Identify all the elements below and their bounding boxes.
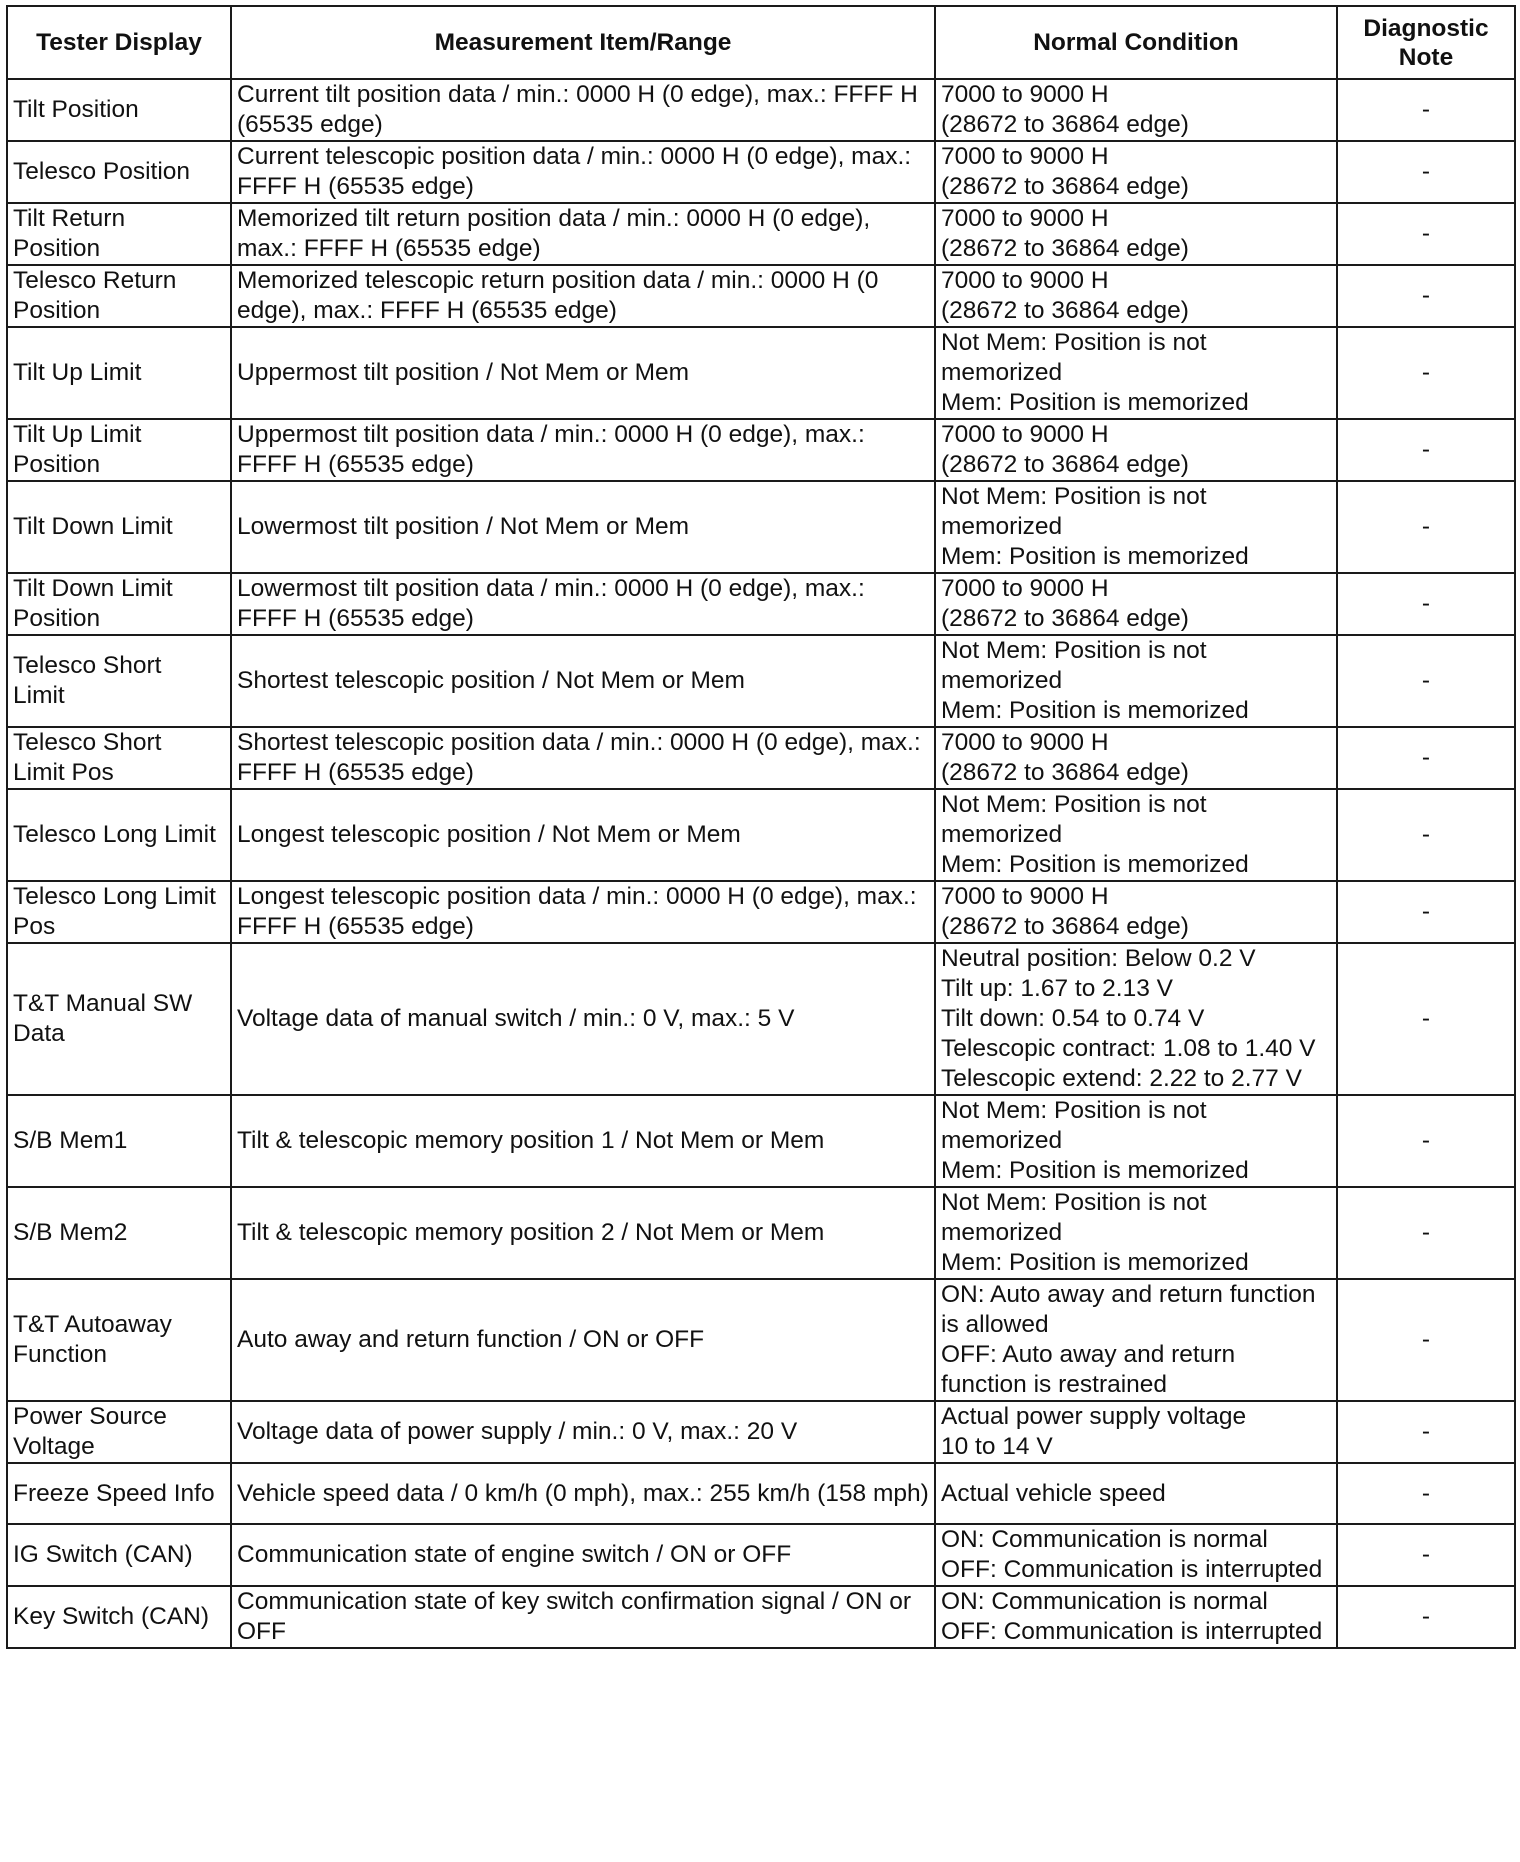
tester-display-cell: Telesco Short Limit Pos xyxy=(7,727,231,789)
table-row xyxy=(7,265,1515,327)
normal-condition-cell: ON: Communication is normal OFF: Communication is interrupted xyxy=(935,1586,1337,1648)
measurement-item-cell: Memorized telescopic return position data / min.: 0000 H (0 edge), max.: FFFF H (65535 edge) xyxy=(231,265,935,327)
normal-condition-cell: Not Mem: Position is not memorized Mem: Position is memorized xyxy=(935,789,1337,881)
diagnostic-note-cell: - xyxy=(1337,265,1515,327)
normal-condition-cell: ON: Auto away and return function is allowed OFF: Auto away and return function is restrained xyxy=(935,1279,1337,1401)
measurement-item-cell: Auto away and return function / ON or OFF xyxy=(231,1279,935,1401)
diagnostic-note-cell: - xyxy=(1337,943,1515,1095)
diagnostic-note-cell: - xyxy=(1337,881,1515,943)
measurement-item-cell: Uppermost tilt position data / min.: 0000 H (0 edge), max.: FFFF H (65535 edge) xyxy=(231,419,935,481)
table-row xyxy=(7,789,1515,881)
measurement-item-cell: Longest telescopic position data / min.: 0000 H (0 edge), max.: FFFF H (65535 edge) xyxy=(231,881,935,943)
measurement-item-cell: Voltage data of power supply / min.: 0 V, max.: 20 V xyxy=(231,1401,935,1463)
measurement-item-cell: Shortest telescopic position / Not Mem or Mem xyxy=(231,635,935,727)
tester-display-cell: Tilt Down Limit xyxy=(7,481,231,573)
data-list-table xyxy=(6,5,1516,1649)
table-row xyxy=(7,1401,1515,1463)
diagnostic-note-cell: - xyxy=(1337,1095,1515,1187)
tester-display-cell: Key Switch (CAN) xyxy=(7,1586,231,1648)
column-header-measurement-item: Measurement Item/Range xyxy=(231,6,935,79)
normal-condition-cell: Actual vehicle speed xyxy=(935,1463,1337,1524)
measurement-item-cell: Communication state of key switch confirmation signal / ON or OFF xyxy=(231,1586,935,1648)
normal-condition-cell: Neutral position: Below 0.2 V Tilt up: 1.67 to 2.13 V Tilt down: 0.54 to 0.74 V Telescopic contract: 1.08 to 1.40 V Telescopic extend: 2.22 to 2.77 V xyxy=(935,943,1337,1095)
table-row xyxy=(7,481,1515,573)
diagnostic-note-cell: - xyxy=(1337,727,1515,789)
tester-display-cell: Tilt Down Limit Position xyxy=(7,573,231,635)
tester-display-cell: Telesco Return Position xyxy=(7,265,231,327)
tester-display-cell: T&T Autoaway Function xyxy=(7,1279,231,1401)
table-row xyxy=(7,327,1515,419)
normal-condition-cell: Not Mem: Position is not memorized Mem: Position is memorized xyxy=(935,1095,1337,1187)
table-row xyxy=(7,1586,1515,1648)
column-header-diagnostic-note: Diagnostic Note xyxy=(1337,6,1515,79)
tester-display-cell: Telesco Short Limit xyxy=(7,635,231,727)
tester-display-cell: Tilt Up Limit Position xyxy=(7,419,231,481)
table-row xyxy=(7,141,1515,203)
diagnostic-note-cell: - xyxy=(1337,635,1515,727)
measurement-item-cell: Current telescopic position data / min.: 0000 H (0 edge), max.: FFFF H (65535 edge) xyxy=(231,141,935,203)
normal-condition-cell: Not Mem: Position is not memorized Mem: Position is memorized xyxy=(935,635,1337,727)
table-row xyxy=(7,203,1515,265)
table-row xyxy=(7,79,1515,141)
normal-condition-cell: Actual power supply voltage 10 to 14 V xyxy=(935,1401,1337,1463)
tester-display-cell: Telesco Position xyxy=(7,141,231,203)
tester-display-cell: Tilt Position xyxy=(7,79,231,141)
tester-display-cell: Tilt Up Limit xyxy=(7,327,231,419)
tester-display-cell: Telesco Long Limit xyxy=(7,789,231,881)
measurement-item-cell: Current tilt position data / min.: 0000 H (0 edge), max.: FFFF H (65535 edge) xyxy=(231,79,935,141)
table-row xyxy=(7,419,1515,481)
column-header-tester-display: Tester Display xyxy=(7,6,231,79)
table-row xyxy=(7,727,1515,789)
table-row xyxy=(7,1187,1515,1279)
diagnostic-note-cell: - xyxy=(1337,79,1515,141)
diagnostic-note-cell: - xyxy=(1337,573,1515,635)
table-header-row xyxy=(7,6,1515,79)
diagnostic-note-cell: - xyxy=(1337,419,1515,481)
normal-condition-cell: 7000 to 9000 H (28672 to 36864 edge) xyxy=(935,727,1337,789)
diagnostic-note-cell: - xyxy=(1337,1463,1515,1524)
table-row xyxy=(7,1095,1515,1187)
table-row xyxy=(7,881,1515,943)
diagnostic-note-cell: - xyxy=(1337,1401,1515,1463)
table-row xyxy=(7,1524,1515,1586)
table-row xyxy=(7,635,1515,727)
document-page xyxy=(6,5,1514,1649)
diagnostic-note-cell: - xyxy=(1337,481,1515,573)
diagnostic-note-cell: - xyxy=(1337,1279,1515,1401)
measurement-item-cell: Uppermost tilt position / Not Mem or Mem xyxy=(231,327,935,419)
table-body xyxy=(7,79,1515,1648)
diagnostic-note-cell: - xyxy=(1337,789,1515,881)
normal-condition-cell: 7000 to 9000 H (28672 to 36864 edge) xyxy=(935,265,1337,327)
diagnostic-note-cell: - xyxy=(1337,141,1515,203)
column-header-normal-condition: Normal Condition xyxy=(935,6,1337,79)
measurement-item-cell: Voltage data of manual switch / min.: 0 V, max.: 5 V xyxy=(231,943,935,1095)
normal-condition-cell: 7000 to 9000 H (28672 to 36864 edge) xyxy=(935,203,1337,265)
measurement-item-cell: Lowermost tilt position data / min.: 0000 H (0 edge), max.: FFFF H (65535 edge) xyxy=(231,573,935,635)
measurement-item-cell: Memorized tilt return position data / min.: 0000 H (0 edge), max.: FFFF H (65535 edge) xyxy=(231,203,935,265)
diagnostic-note-cell: - xyxy=(1337,203,1515,265)
normal-condition-cell: 7000 to 9000 H (28672 to 36864 edge) xyxy=(935,881,1337,943)
tester-display-cell: S/B Mem1 xyxy=(7,1095,231,1187)
normal-condition-cell: 7000 to 9000 H (28672 to 36864 edge) xyxy=(935,141,1337,203)
diagnostic-note-cell: - xyxy=(1337,327,1515,419)
normal-condition-cell: Not Mem: Position is not memorized Mem: Position is memorized xyxy=(935,1187,1337,1279)
measurement-item-cell: Tilt & telescopic memory position 1 / Not Mem or Mem xyxy=(231,1095,935,1187)
diagnostic-note-cell: - xyxy=(1337,1524,1515,1586)
tester-display-cell: IG Switch (CAN) xyxy=(7,1524,231,1586)
normal-condition-cell: 7000 to 9000 H (28672 to 36864 edge) xyxy=(935,419,1337,481)
diagnostic-note-cell: - xyxy=(1337,1187,1515,1279)
tester-display-cell: Power Source Voltage xyxy=(7,1401,231,1463)
table-row xyxy=(7,573,1515,635)
normal-condition-cell: Not Mem: Position is not memorized Mem: Position is memorized xyxy=(935,327,1337,419)
normal-condition-cell: ON: Communication is normal OFF: Communication is interrupted xyxy=(935,1524,1337,1586)
measurement-item-cell: Tilt & telescopic memory position 2 / Not Mem or Mem xyxy=(231,1187,935,1279)
tester-display-cell: Freeze Speed Info xyxy=(7,1463,231,1524)
tester-display-cell: T&T Manual SW Data xyxy=(7,943,231,1095)
tester-display-cell: S/B Mem2 xyxy=(7,1187,231,1279)
measurement-item-cell: Communication state of engine switch / ON or OFF xyxy=(231,1524,935,1586)
normal-condition-cell: Not Mem: Position is not memorized Mem: Position is memorized xyxy=(935,481,1337,573)
diagnostic-note-cell: - xyxy=(1337,1586,1515,1648)
table-row xyxy=(7,1463,1515,1524)
table-row xyxy=(7,943,1515,1095)
tester-display-cell: Tilt Return Position xyxy=(7,203,231,265)
table-row xyxy=(7,1279,1515,1401)
normal-condition-cell: 7000 to 9000 H (28672 to 36864 edge) xyxy=(935,79,1337,141)
tester-display-cell: Telesco Long Limit Pos xyxy=(7,881,231,943)
measurement-item-cell: Lowermost tilt position / Not Mem or Mem xyxy=(231,481,935,573)
measurement-item-cell: Shortest telescopic position data / min.: 0000 H (0 edge), max.: FFFF H (65535 edge) xyxy=(231,727,935,789)
measurement-item-cell: Vehicle speed data / 0 km/h (0 mph), max.: 255 km/h (158 mph) xyxy=(231,1463,935,1524)
normal-condition-cell: 7000 to 9000 H (28672 to 36864 edge) xyxy=(935,573,1337,635)
measurement-item-cell: Longest telescopic position / Not Mem or Mem xyxy=(231,789,935,881)
